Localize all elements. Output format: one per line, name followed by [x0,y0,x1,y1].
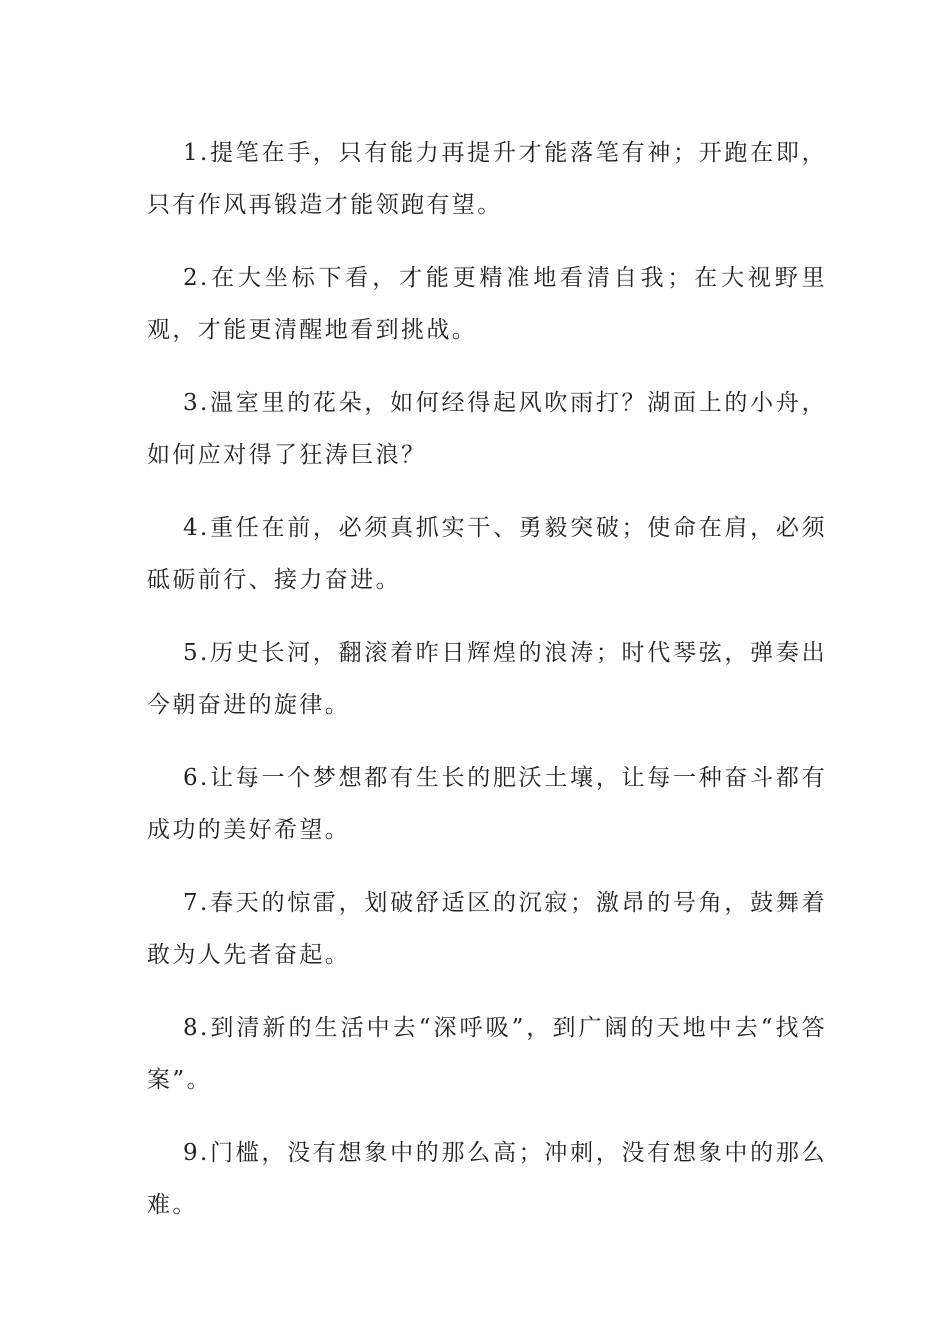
paragraph-9: 9.门槛，没有想象中的那么高；冲刺，没有想象中的那么难。 [147,1140,827,1218]
paragraph-5: 5.历史长河，翻滚着昨日辉煌的浪涛；时代琴弦，弹奏出今朝奋进的旋律。 [147,640,827,718]
paragraph-6: 6.让每一个梦想都有生长的肥沃土壤，让每一种奋斗都有成功的美好希望。 [147,765,827,843]
paragraph-7: 7.春天的惊雷，划破舒适区的沉寂；激昂的号角，鼓舞着敢为人先者奋起。 [147,890,827,968]
paragraph-1: 1.提笔在手，只有能力再提升才能落笔有神；开跑在即，只有作风再锻造才能领跑有望。 [147,140,827,218]
document-body [147,127,827,1252]
paragraph-3: 3.温室里的花朵，如何经得起风吹雨打？湖面上的小舟，如何应对得了狂涛巨浪？ [147,390,827,468]
paragraph-2: 2.在大坐标下看，才能更精准地看清自我；在大视野里观，才能更清醒地看到挑战。 [147,265,827,343]
paragraph-8: 8.到清新的生活中去“深呼吸”，到广阔的天地中去“找答案”。 [147,1015,827,1093]
paragraph-4: 4.重任在前，必须真抓实干、勇毅突破；使命在肩，必须砥砺前行、接力奋进。 [147,515,827,593]
